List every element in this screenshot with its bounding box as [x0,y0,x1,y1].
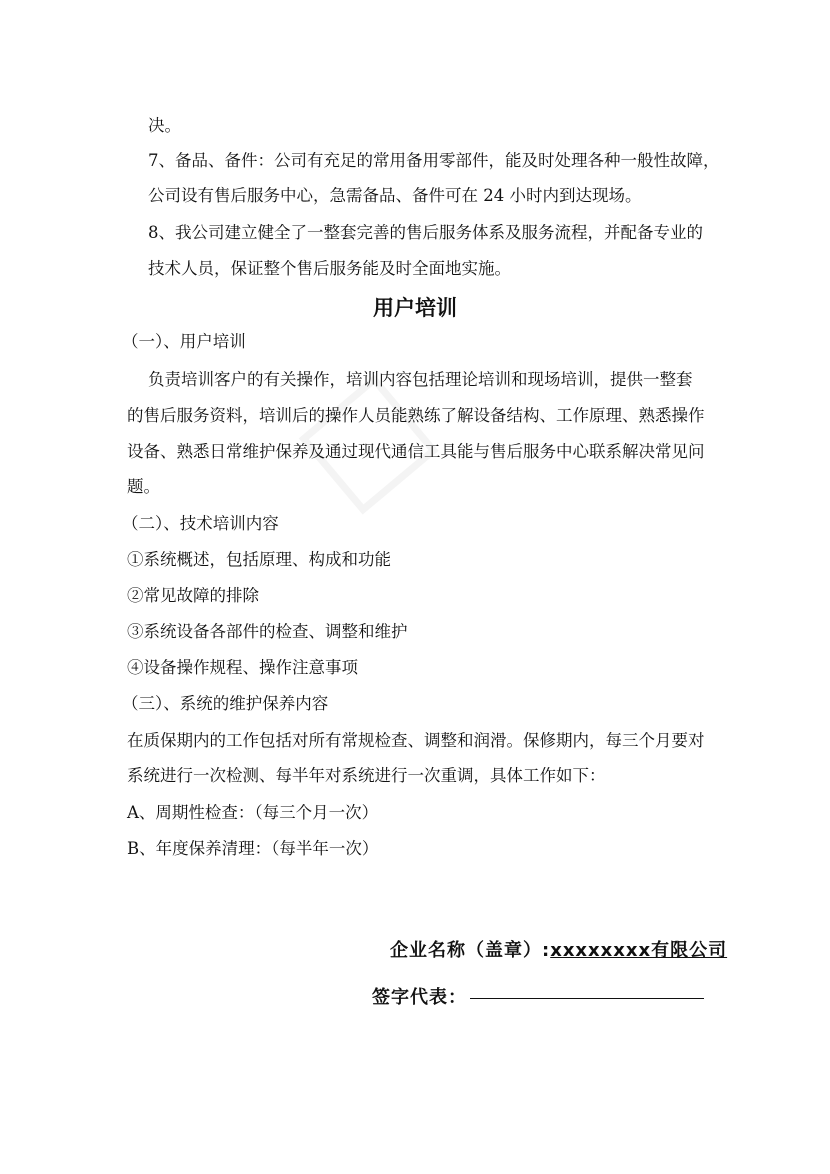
company-signature-line [390,936,727,962]
watermark-decoration [266,338,458,533]
list-item: ①系统概述，包括原理、构成和功能 [127,550,391,569]
section-heading: （一）、用户培训 [122,332,246,351]
paragraph-line: 设备、熟悉日常维护保养及通过现代通信工具能与售后服务中心联系解决常见问 [127,442,705,461]
section-title: 用户培训 [373,296,457,320]
text-line: 公司设有售后服务中心，急需备品、备件可在 24 小时内到达现场。 [148,186,642,205]
text-line: 7、备品、备件：公司有充足的常用备用零部件，能及时处理各种一般性故障， [148,151,720,170]
paragraph-line: 负责培训客户的有关操作，培训内容包括理论培训和现场培训，提供一整套 [148,370,693,389]
text-line: 技术人员，保证整个售后服务能及时全面地实施。 [148,259,511,278]
paragraph-line: 系统进行一次检测、每半年对系统进行一次重调，具体工作如下： [127,766,606,785]
company-name: xxxxxxxx有限公司 [550,940,728,961]
signature-label: 签字代表： [372,987,467,1008]
list-item: A、周期性检查：（每三个月一次） [127,803,379,822]
section-heading: （二）、技术培训内容 [122,514,279,533]
signature-blank-line [470,998,704,999]
list-item: ④设备操作规程、操作注意事项 [127,658,358,677]
company-label: 企业名称（盖章）: [390,940,551,961]
paragraph-line: 题。 [127,477,160,496]
list-item: ③系统设备各部件的检查、调整和维护 [127,622,408,641]
list-item: B、年度保养清理：（每半年一次） [127,839,379,858]
paragraph-line: 的售后服务资料，培训后的操作人员能熟练了解设备结构、工作原理、熟悉操作 [127,406,705,425]
list-item: ②常见故障的排除 [127,586,259,605]
paragraph-line: 在质保期内的工作包括对所有常规检查、调整和润滑。保修期内，每三个月要对 [127,731,705,750]
text-line: 8、我公司建立健全了一整套完善的售后服务体系及服务流程，并配备专业的 [148,223,703,242]
section-heading: （三）、系统的维护保养内容 [122,694,329,713]
text-line: 决。 [148,116,181,135]
